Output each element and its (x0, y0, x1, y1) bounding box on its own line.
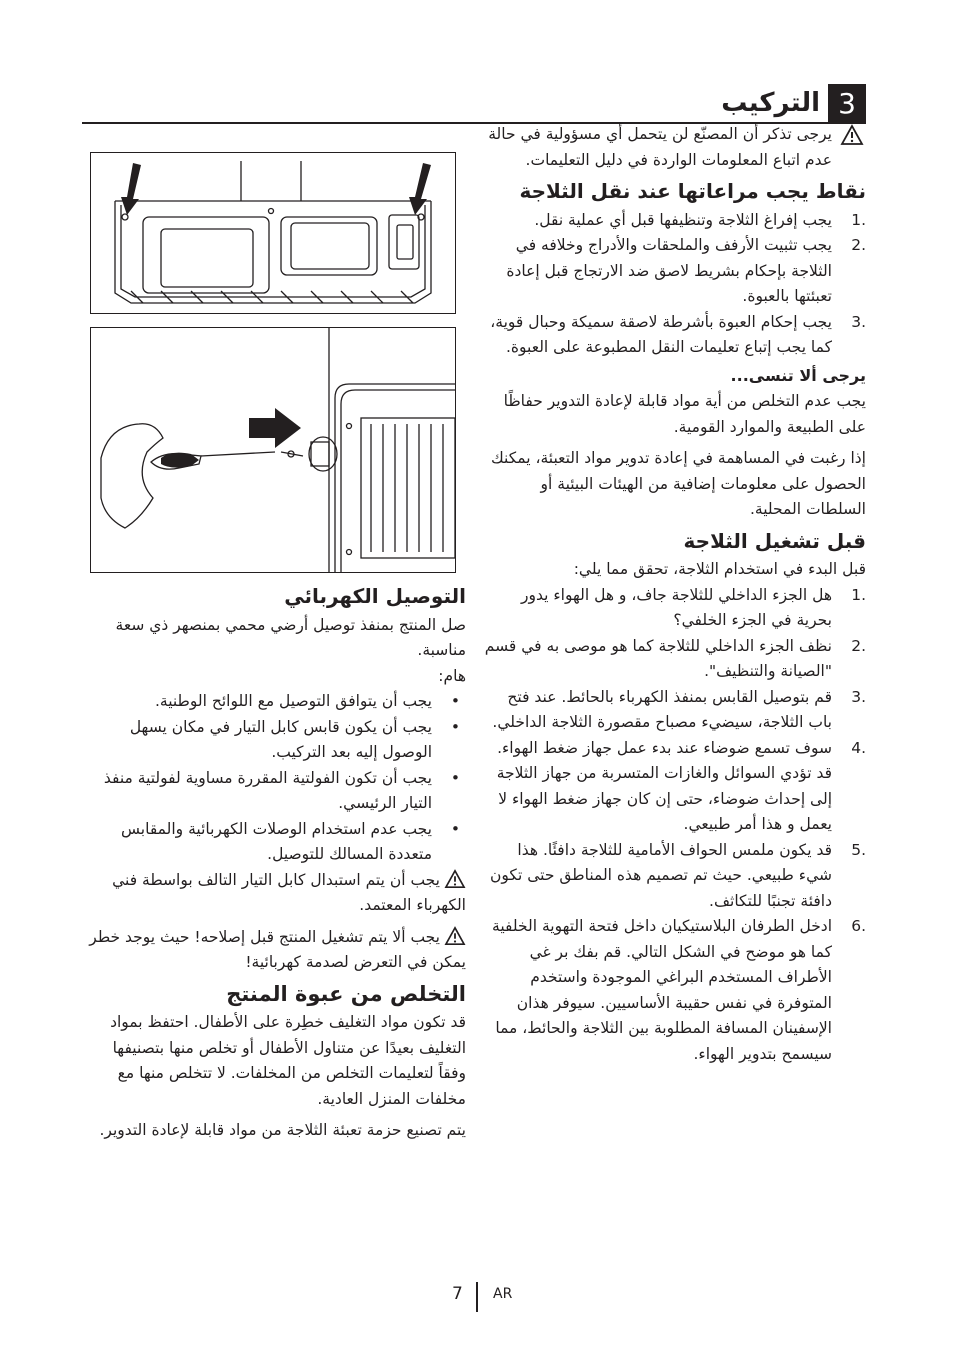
warning-triangle-icon (840, 124, 864, 146)
right-column (482, 122, 866, 1067)
list-item: 2. يجب تثبيت الأرفف والملحقات والأدراج وخلافه في الثلاجة بإحكام بشريط لاصق ضد الارتجاج قبل إعادة تعبئتها بالعبوة. (506, 236, 866, 305)
electrical-heading: التوصيل الكهربائي (284, 584, 466, 608)
chapter-number-badge: 3 (828, 84, 866, 122)
spacer-install-illustration (91, 328, 455, 572)
before-start-list (482, 583, 866, 1068)
list-item: 6. ادخل الطرفان البلاستيكيان داخل فتحة التهوية الخلفية كما هو موضح في الشكل التالي. قم بفك بر غي الأطراف المستخدم البراغي الموجودة واستخدم المتوفرة في نفس حقيبة الأساسيين. سيوفر هذان الإسفينان المسافة المطلوبة بين الثلاجة والحائط، مما سيسمح بتدوير الهواء. (492, 917, 866, 1063)
rear-panel-illustration (91, 153, 455, 313)
repair-warning (88, 925, 466, 976)
cable-warning (88, 868, 466, 919)
list-item: • يجب أن يتوافق التوصيل مع اللوائح الوطنية. (154, 692, 460, 710)
push-arrow-icon (249, 408, 301, 448)
list-item: 3. قم بتوصيل القابس بمنفذ الكهرباء بالحائط. عند فتح باب الثلاجة، سيضيء مصباح مقصورة الثلاجة الداخلي. (492, 687, 866, 731)
warning-triangle-icon (444, 926, 466, 946)
disposal-heading: التخلص من عبوة المنتج (226, 981, 466, 1006)
chapter-title: التركيب (721, 88, 820, 118)
transport-heading: نقاط يجب مراعاتها عند نقل الثلاجة (519, 179, 866, 203)
before-start-intro: قبل البدء في استخدام الثلاجة، تحقق مما يلي: (573, 560, 866, 578)
language-code: AR (493, 1286, 513, 1302)
list-item: • يجب أن يكون قابس كابل التيار في مكان يسهل الوصول إليه بعد التركيب. (129, 717, 460, 761)
list-item: 5. قد يكون ملمس الحواف الأمامية للثلاجة دافئًا. هذا شيء طبيعي. حيث تم تصميم هذه المناطق حتى تكون دافئة تجنبًا للتكاثف. (490, 840, 866, 910)
warning-triangle-icon (444, 869, 466, 889)
left-column (88, 582, 466, 1144)
chapter-header (721, 84, 866, 122)
transport-list (482, 208, 866, 361)
rear-panel-figure (90, 152, 456, 314)
list-item: 2. نظف الجزء الداخلي للثلاجة كما هو موصى به في قسم "الصيانة والتنظيف". (484, 636, 866, 680)
important-label: هام: (438, 666, 466, 685)
remember-heading: يرجى ألا تنسى... (730, 365, 866, 385)
disposal-paragraph: يتم تصنيع حزمة تعبئة الثلاجة من مواد قابلة لإعادة التدوير. (99, 1121, 466, 1139)
footer-divider (476, 1282, 478, 1312)
list-item: 4. سوف تسمع ضوضاء عند بدء عمل جهاز ضغط الهواء. قد تؤدي السوائل والغازات المتسربة من جهاز الثلاجة إلى إحداث ضوضاء، حتى إن كان جهاز ضغط الهواء لا يعمل و هذا أمر طبيعي. (496, 738, 866, 833)
spacer-install-figure (90, 327, 456, 573)
remember-paragraph: يجب عدم التخلص من أية مواد قابلة لإعادة التدوير حفاظًا على الطبيعة والموارد القومية. (503, 392, 866, 436)
right-arrow-icon (409, 163, 431, 215)
list-item: • يجب أن تكون الفولتية المقررة مساوية لفولتية منفذ التيار الرئيسي. (103, 768, 460, 812)
disposal-paragraph: قد تكون مواد التغليف خطِرة على الأطفال. احتفظ بمواد التغليف بعيدًا عن متناول الأطفال أو تخلص منها بتصنيفها وفقاً لتعليمات التخلص من المخلفات. لا تتخلص منها مع مخلفات المنزل العادية. (110, 1013, 466, 1108)
electrical-paragraph: صل المنتج بمنفذ توصيل أرضي محمي بمنصهر ذي سعة مناسبة. (115, 615, 466, 659)
list-item: 1. يجب إفراغ الثلاجة وتنظيفها قبل أي عملية نقل. (534, 210, 866, 229)
remember-paragraph: إذا رغبت في المساهمة في إعادة تدوير مواد التعبئة، يمكنك الحصول على معلومات إضافية من الهيئات البيئية أو السلطات المحلية. (490, 449, 866, 518)
list-item: • يجب عدم استخدام الوصلات الكهربائية والمقابس متعددة المسالك للتوصيل. (121, 819, 460, 863)
intro-warning-text: يرجى تذكر أن المصنّع لن يتحمل أي مسؤولية في حالة عدم اتباع المعلومات الواردة في دليل التعليمات. (488, 125, 832, 169)
left-arrow-icon (121, 163, 141, 215)
intro-warning (482, 122, 866, 173)
list-item: 1. هل الجزء الداخلي للثلاجة جاف، و هل الهواء يدور بحرية في الجزء الخلفي؟ (521, 585, 866, 629)
repair-warning-text: يجب ألا يتم تشغيل المنتج قبل إصلاحه! حيث يوجد خطر يمكن في التعرض لصدمة كهربائية! (89, 927, 466, 971)
list-item: 3. يجب إحكام العبوة بأشرطة لاصقة سميكة وحبال قوية، كما يجب إتباع تعليمات النقل المطبوعة على العبوة. (490, 312, 866, 356)
important-list (88, 689, 466, 868)
cable-warning-text: يجب أن يتم استبدال كابل التيار التالف بواسطة فني الكهرباء المعتمد. (112, 870, 466, 914)
page-number: 7 (452, 1284, 463, 1304)
before-start-heading: قبل تشغيل الثلاجة (683, 528, 866, 553)
